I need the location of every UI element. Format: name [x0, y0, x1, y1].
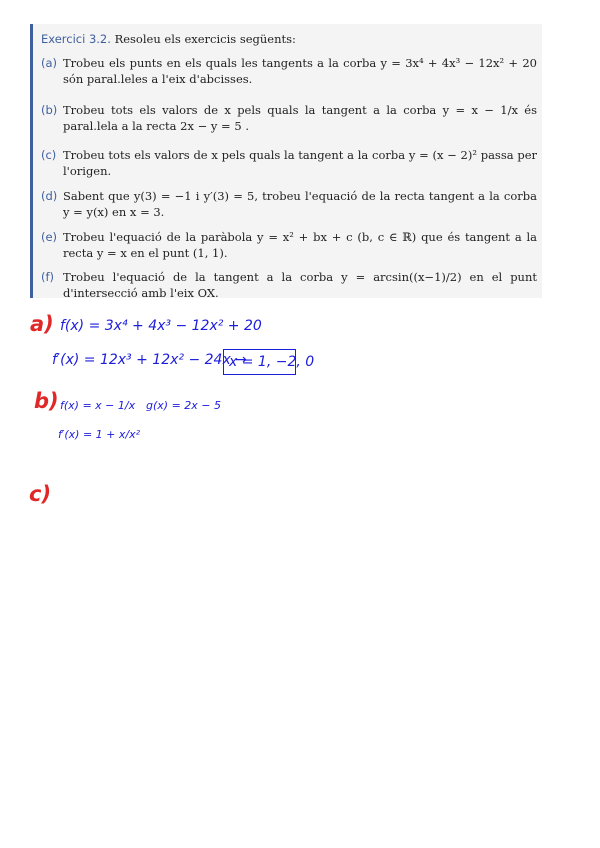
hw-a-line2: f′(x) = 12x³ + 12x² − 24x → — [52, 352, 247, 368]
item-letter: (d) — [41, 189, 58, 203]
exercise-box — [30, 24, 542, 298]
exercise-accent-bar — [30, 24, 33, 298]
exercise-item-e — [41, 229, 537, 261]
item-letter: (a) — [41, 56, 58, 70]
hw-a-answer: x = 1, −2, 0 — [229, 354, 315, 370]
hw-label-a: a) — [30, 312, 54, 336]
hw-label-c: c) — [29, 482, 52, 506]
item-text: Trobeu els punts en els quals les tangents a la corba y = 3x⁴ + 4x³ − 12x² + 20 són paral.leles a l'eix d'abcisses. — [63, 56, 537, 86]
item-text: Trobeu l'equació de la paràbola y = x² + bx + c (b, c ∈ ℝ) que és tangent a la recta y = x en el punt (1, 1). — [63, 230, 537, 260]
exercise-label: Exercici 3.2. — [41, 32, 111, 46]
exercise-instruction: Resoleu els exercicis següents: — [114, 32, 296, 46]
hw-b-line2: f′(x) = 1 + x/x² — [58, 428, 141, 441]
hw-label-b: b) — [34, 389, 59, 413]
hw-b-line1-right: g(x) = 2x − 5 — [146, 399, 222, 412]
item-text: Trobeu tots els valors de x pels quals la tangent a la corba y = x − 1/x és paral.lela a la recta 2x − y = 5 . — [63, 103, 537, 133]
item-letter: (c) — [41, 148, 57, 162]
item-text: Trobeu l'equació de la tangent a la corba y = arcsin((x−1)/2) en el punt d'intersecció amb l'eix OX. — [63, 270, 537, 300]
exercise-item-d — [41, 188, 537, 220]
item-text: Sabent que y(3) = −1 i y′(3) = 5, trobeu l'equació de la recta tangent a la corba y = y(x) en x = 3. — [63, 189, 537, 219]
hw-a-line1: f(x) = 3x⁴ + 4x³ − 12x² + 20 — [60, 318, 262, 334]
exercise-item-a — [41, 55, 537, 87]
item-letter: (f) — [41, 270, 55, 284]
item-text: Trobeu tots els valors de x pels quals la tangent a la corba y = (x − 2)² passa per l'origen. — [63, 148, 537, 178]
exercise-header — [41, 31, 296, 47]
exercise-item-f — [41, 269, 537, 301]
exercise-item-b — [41, 102, 537, 134]
item-letter: (b) — [41, 103, 58, 117]
hw-b-line1: f(x) = x − 1/x — [60, 399, 136, 412]
item-letter: (e) — [41, 230, 58, 244]
exercise-item-c — [41, 147, 537, 179]
